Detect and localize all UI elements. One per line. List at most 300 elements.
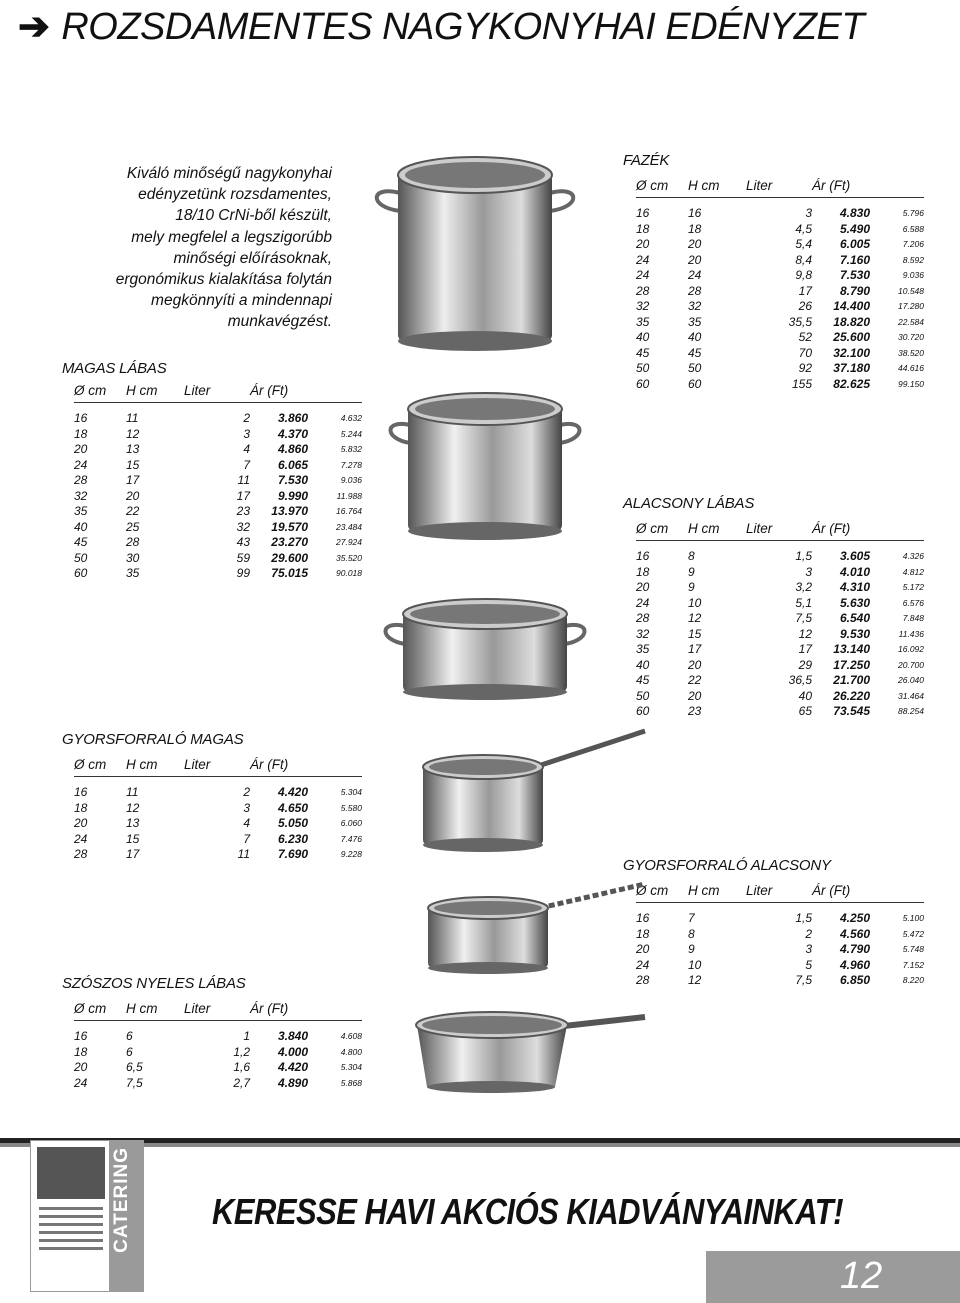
- cell-height: 6: [126, 1044, 133, 1059]
- cell-height: 20: [688, 657, 702, 672]
- column-header-price: Ár (Ft): [250, 998, 308, 1021]
- table-row: [636, 958, 924, 974]
- cell-liter: 5,4: [795, 237, 812, 251]
- cell-diameter: 40: [636, 330, 650, 344]
- cell-height: 17: [126, 473, 140, 487]
- column-header-diameter: Ø cm: [636, 518, 688, 541]
- table-row: [636, 927, 924, 943]
- table-row: [74, 458, 362, 474]
- table-row: [636, 284, 924, 300]
- column-header-liter: Liter: [746, 518, 812, 541]
- cell-liter: 4: [243, 442, 250, 456]
- intro-line: edényzetünk rozsdamentes,: [138, 186, 332, 204]
- column-header-height: H cm: [688, 880, 746, 903]
- cell-diameter: 16: [636, 549, 650, 563]
- cell-diameter: 28: [74, 473, 88, 487]
- cell-liter: 23: [236, 504, 250, 518]
- cell-price-gross: 7.476: [340, 833, 362, 844]
- cell-liter: 29: [798, 657, 812, 672]
- table-row: [636, 299, 924, 315]
- cell-liter: 1: [243, 1029, 250, 1043]
- cell-liter: 11: [237, 847, 250, 861]
- cell-diameter: 24: [636, 252, 650, 267]
- page-number: 12: [840, 1255, 883, 1297]
- cell-liter: 40: [798, 688, 812, 703]
- cell-height: 17: [126, 847, 140, 861]
- table-row: [636, 596, 924, 612]
- cell-height: 32: [688, 299, 702, 313]
- price-table-gyors-alacsony: [636, 880, 924, 989]
- cell-price-gross: 5.172: [902, 582, 924, 592]
- intro-line: minőségi előírásoknak,: [173, 249, 332, 267]
- cell-price-gross: 9.036: [340, 475, 362, 485]
- cell-diameter: 16: [636, 911, 650, 925]
- column-header-liter: Liter: [746, 175, 812, 198]
- cell-diameter: 45: [74, 535, 88, 549]
- cell-price-gross: 7.152: [902, 959, 924, 970]
- cell-price: 6.230: [277, 831, 308, 846]
- intro-text: [60, 163, 332, 333]
- cell-liter: 12: [798, 626, 812, 641]
- cell-height: 13: [126, 816, 140, 830]
- cell-price-gross: 8.220: [902, 975, 924, 985]
- cell-price-gross: 4.326: [902, 551, 924, 561]
- cell-price: 9.990: [277, 488, 308, 503]
- cell-liter: 65: [798, 704, 812, 718]
- catalog-thumbnail: [30, 1140, 144, 1292]
- cell-price-gross: 6.576: [902, 597, 924, 608]
- cell-liter: 32: [236, 519, 250, 534]
- cell-price: 18.820: [833, 314, 870, 329]
- cell-liter: 3,2: [795, 580, 812, 594]
- cell-height: 11: [126, 785, 139, 799]
- cell-height: 8: [688, 926, 695, 941]
- cell-diameter: 20: [74, 1060, 88, 1074]
- cell-price-gross: 5.472: [902, 928, 924, 939]
- cell-price-gross: 17.280: [898, 301, 924, 311]
- column-header-price: Ár (Ft): [250, 380, 308, 403]
- cell-price-gross: 5.100: [902, 913, 924, 923]
- cell-price: 17.250: [833, 657, 870, 672]
- cell-diameter: 24: [636, 957, 650, 972]
- price-table-magas: [74, 380, 362, 582]
- cell-price: 14.400: [833, 299, 870, 313]
- intro-line: munkavégzést.: [227, 313, 332, 331]
- table-row: [74, 1045, 362, 1061]
- table-row: [74, 832, 362, 848]
- cell-diameter: 16: [74, 785, 88, 799]
- cell-diameter: 28: [636, 611, 650, 625]
- cell-height: 13: [126, 442, 140, 456]
- price-table-fazek: [636, 175, 924, 392]
- cell-liter: 4: [243, 816, 250, 830]
- cell-liter: 1,5: [795, 911, 812, 925]
- section-title-magas: MAGAS LÁBAS: [62, 360, 167, 377]
- cell-price: 4.560: [839, 926, 870, 941]
- page-number-bar: [706, 1251, 960, 1303]
- column-header-spacer: [308, 998, 362, 1021]
- cell-liter: 52: [798, 330, 812, 344]
- intro-line: Kiváló minőségű nagykonyhai: [126, 165, 332, 182]
- intro-line: mely megfelel a legszigorúbb: [131, 228, 332, 246]
- cell-price-gross: 44.616: [898, 363, 924, 373]
- column-header-height: H cm: [688, 518, 746, 541]
- cell-diameter: 18: [74, 426, 88, 441]
- cell-price: 4.420: [277, 785, 308, 799]
- cell-height: 7,5: [126, 1075, 143, 1090]
- cell-liter: 17: [236, 488, 250, 503]
- catalog-brand: CATERING: [111, 1147, 132, 1253]
- section-title-gyors-alacsony: GYORSFORRALÓ ALACSONY: [623, 857, 831, 874]
- footer-divider-shadow: [0, 1143, 960, 1147]
- table-row: [636, 704, 924, 720]
- cell-price-gross: 5.244: [340, 428, 362, 439]
- column-header-liter: Liter: [184, 754, 250, 777]
- cell-height: 9: [688, 942, 695, 956]
- cell-price: 13.970: [271, 504, 308, 518]
- saucepan-low-image: [400, 878, 650, 978]
- cell-liter: 59: [236, 550, 250, 565]
- cell-height: 20: [688, 252, 702, 267]
- column-header-price: Ár (Ft): [812, 175, 870, 198]
- price-table-gyors-magas: [74, 754, 362, 863]
- cell-price-gross: 31.464: [898, 690, 924, 701]
- cell-liter: 7: [243, 831, 250, 846]
- table-row: [74, 847, 362, 863]
- cell-price-gross: 4.800: [340, 1046, 362, 1057]
- cell-price: 26.220: [833, 688, 870, 703]
- table-row: [636, 580, 924, 596]
- cell-diameter: 16: [636, 206, 650, 220]
- page-title-text: ROZSDAMENTES NAGYKONYHAI EDÉNYZET: [61, 6, 865, 48]
- cell-height: 11: [126, 411, 139, 425]
- cell-height: 20: [688, 688, 702, 703]
- cell-price-gross: 27.924: [336, 537, 362, 547]
- cell-price: 32.100: [833, 345, 870, 360]
- cell-price-gross: 11.988: [336, 490, 362, 501]
- table-row: [636, 222, 924, 238]
- cell-price-gross: 9.228: [340, 849, 362, 859]
- column-header-spacer: [870, 518, 924, 541]
- cell-diameter: 32: [636, 626, 650, 641]
- cell-liter: 36,5: [788, 673, 812, 687]
- table-row: [74, 473, 362, 489]
- cell-liter: 7,5: [795, 611, 812, 625]
- cell-diameter: 18: [636, 221, 650, 236]
- cell-price: 4.890: [277, 1075, 308, 1090]
- cell-price-gross: 11.436: [898, 628, 924, 639]
- cell-height: 23: [688, 704, 702, 718]
- intro-line: 18/10 CrNi-ből készült,: [175, 207, 332, 225]
- column-header-height: H cm: [126, 998, 184, 1021]
- cell-liter: 17: [798, 642, 812, 656]
- cell-diameter: 35: [636, 314, 650, 329]
- table-row: [74, 801, 362, 817]
- cell-price: 4.000: [277, 1044, 308, 1059]
- cell-height: 12: [688, 973, 702, 987]
- cell-liter: 3: [805, 206, 812, 220]
- table-row: [636, 973, 924, 989]
- cell-price-gross: 6.060: [340, 818, 362, 828]
- table-row: [74, 785, 362, 801]
- cell-diameter: 24: [636, 268, 650, 282]
- cell-price: 4.830: [839, 206, 870, 220]
- table-row: [74, 1060, 362, 1076]
- cell-height: 35: [126, 566, 140, 580]
- cell-price-gross: 90.018: [336, 568, 362, 578]
- cell-price: 4.250: [839, 911, 870, 925]
- column-header-spacer: [308, 380, 362, 403]
- cell-price: 37.180: [833, 361, 870, 375]
- cell-price-gross: 8.592: [902, 254, 924, 265]
- cell-diameter: 50: [636, 361, 650, 375]
- cell-height: 9: [688, 564, 695, 579]
- cell-price-gross: 4.608: [340, 1031, 362, 1041]
- cell-price-gross: 5.748: [902, 944, 924, 954]
- cell-diameter: 20: [636, 942, 650, 956]
- cell-height: 18: [688, 221, 702, 236]
- cell-price: 3.860: [277, 411, 308, 425]
- cell-height: 60: [688, 376, 702, 391]
- cell-price: 4.650: [277, 800, 308, 815]
- cell-liter: 3: [243, 426, 250, 441]
- cell-price: 7.160: [839, 252, 870, 267]
- cell-liter: 7,5: [795, 973, 812, 987]
- column-header-liter: Liter: [184, 998, 250, 1021]
- cell-liter: 2,7: [233, 1075, 250, 1090]
- cell-diameter: 20: [74, 442, 88, 456]
- cell-price: 73.545: [833, 704, 870, 718]
- cell-diameter: 16: [74, 1029, 88, 1043]
- cell-price-gross: 7.206: [902, 239, 924, 249]
- cell-diameter: 18: [74, 800, 88, 815]
- cell-diameter: 32: [636, 299, 650, 313]
- cell-diameter: 18: [74, 1044, 88, 1059]
- table-row: [636, 361, 924, 377]
- cell-height: 15: [126, 457, 140, 472]
- cell-price: 4.790: [839, 942, 870, 956]
- cell-diameter: 50: [74, 550, 88, 565]
- intro-line: megkönnyíti a mindennapi: [151, 292, 332, 310]
- cell-price-gross: 5.304: [340, 1062, 362, 1072]
- cell-liter: 43: [236, 535, 250, 549]
- cell-diameter: 60: [74, 566, 88, 580]
- column-header-spacer: [308, 754, 362, 777]
- catalog-text-lines: [39, 1207, 103, 1255]
- cell-price-gross: 16.092: [898, 644, 924, 654]
- cell-height: 17: [688, 642, 702, 656]
- cell-height: 9: [688, 580, 695, 594]
- table-row: [636, 377, 924, 393]
- cell-price-gross: 4.812: [902, 566, 924, 577]
- table-row: [636, 565, 924, 581]
- cell-price: 5.630: [839, 595, 870, 610]
- cell-liter: 11: [237, 473, 250, 487]
- cell-liter: 3: [805, 564, 812, 579]
- table-row: [74, 427, 362, 443]
- arrow-right-icon: ➔: [18, 6, 50, 48]
- cell-price: 4.860: [277, 442, 308, 456]
- table-row: [636, 315, 924, 331]
- casserole-pot-image: [380, 385, 590, 545]
- cell-price-gross: 10.548: [898, 285, 924, 296]
- cell-price: 29.600: [271, 550, 308, 565]
- cell-height: 16: [688, 206, 702, 220]
- cell-height: 22: [688, 673, 702, 687]
- cell-liter: 1,6: [233, 1060, 250, 1074]
- cell-price: 8.790: [839, 283, 870, 298]
- price-table-alacsony: [636, 518, 924, 720]
- cell-height: 24: [688, 268, 702, 282]
- cell-height: 8: [688, 549, 695, 563]
- cell-diameter: 40: [636, 657, 650, 672]
- cell-diameter: 20: [636, 580, 650, 594]
- column-header-liter: Liter: [184, 380, 250, 403]
- catalog-band: [109, 1141, 143, 1291]
- cell-price: 5.490: [839, 221, 870, 236]
- table-row: [636, 206, 924, 222]
- cell-diameter: 60: [636, 704, 650, 718]
- column-header-diameter: Ø cm: [636, 175, 688, 198]
- table-row: [636, 673, 924, 689]
- cell-liter: 17: [798, 283, 812, 298]
- cell-price: 4.010: [839, 564, 870, 579]
- cell-price: 82.625: [833, 376, 870, 391]
- cell-liter: 3: [805, 942, 812, 956]
- cell-height: 12: [126, 426, 140, 441]
- cell-price-gross: 20.700: [898, 659, 924, 670]
- cell-liter: 1,2: [233, 1044, 250, 1059]
- cell-height: 35: [688, 314, 702, 329]
- cell-price: 3.605: [839, 549, 870, 563]
- table-row: [74, 816, 362, 832]
- cell-liter: 7: [243, 457, 250, 472]
- cell-liter: 35,5: [788, 314, 812, 329]
- cell-height: 12: [126, 800, 140, 815]
- cell-price-gross: 7.278: [340, 459, 362, 470]
- table-row: [74, 520, 362, 536]
- cell-price-gross: 5.580: [340, 802, 362, 813]
- cell-height: 7: [688, 911, 695, 925]
- promo-slogan: KERESSE HAVI AKCIÓS KIADVÁNYAINKAT!: [212, 1191, 843, 1232]
- cell-price-gross: 4.632: [340, 413, 362, 423]
- cell-liter: 8,4: [795, 252, 812, 267]
- price-table-szoszos: [74, 998, 362, 1091]
- section-title-alacsony: ALACSONY LÁBAS: [623, 495, 755, 512]
- cell-price: 7.690: [277, 847, 308, 861]
- table-row: [74, 442, 362, 458]
- cell-price: 7.530: [277, 473, 308, 487]
- cell-price-gross: 38.520: [898, 347, 924, 358]
- table-row: [74, 535, 362, 551]
- table-row: [636, 237, 924, 253]
- cell-price: 4.310: [839, 580, 870, 594]
- cell-price: 4.960: [839, 957, 870, 972]
- saucepan-high-image: [395, 725, 650, 855]
- column-header-height: H cm: [688, 175, 746, 198]
- cell-height: 15: [688, 626, 702, 641]
- column-header-spacer: [870, 175, 924, 198]
- cell-diameter: 45: [636, 345, 650, 360]
- cell-height: 50: [688, 361, 702, 375]
- cell-diameter: 24: [74, 831, 88, 846]
- cell-price: 21.700: [833, 673, 870, 687]
- cell-diameter: 18: [636, 926, 650, 941]
- cell-liter: 1,5: [795, 549, 812, 563]
- cell-height: 10: [688, 957, 702, 972]
- column-header-price: Ár (Ft): [812, 880, 870, 903]
- cell-liter: 2: [243, 411, 250, 425]
- cell-height: 12: [688, 611, 702, 625]
- column-header-price: Ár (Ft): [812, 518, 870, 541]
- table-row: [74, 504, 362, 520]
- cell-price-gross: 6.588: [902, 223, 924, 234]
- cell-height: 6: [126, 1029, 133, 1043]
- cell-diameter: 60: [636, 376, 650, 391]
- cell-diameter: 20: [636, 237, 650, 251]
- cell-price: 6.065: [277, 457, 308, 472]
- table-row: [636, 689, 924, 705]
- cell-price-gross: 5.796: [902, 208, 924, 218]
- cell-price: 6.005: [839, 237, 870, 251]
- cell-price-gross: 26.040: [898, 675, 924, 685]
- column-header-height: H cm: [126, 754, 184, 777]
- column-header-diameter: Ø cm: [74, 754, 126, 777]
- cell-diameter: 45: [636, 673, 650, 687]
- table-row: [636, 268, 924, 284]
- table-row: [74, 1076, 362, 1092]
- cell-liter: 2: [805, 926, 812, 941]
- cell-liter: 26: [798, 299, 812, 313]
- table-row: [636, 658, 924, 674]
- table-row: [74, 489, 362, 505]
- cell-liter: 2: [243, 785, 250, 799]
- cell-height: 20: [126, 488, 140, 503]
- cell-price: 6.850: [839, 973, 870, 987]
- cell-liter: 5: [805, 957, 812, 972]
- column-header-spacer: [870, 880, 924, 903]
- stockpot-image: [360, 145, 590, 355]
- cell-price: 6.540: [839, 611, 870, 625]
- table-row: [636, 346, 924, 362]
- cell-height: 28: [688, 283, 702, 298]
- section-title-fazek: FAZÉK: [623, 152, 670, 169]
- cell-diameter: 28: [636, 973, 650, 987]
- cell-diameter: 24: [74, 1075, 88, 1090]
- cell-price: 4.420: [277, 1060, 308, 1074]
- table-row: [636, 253, 924, 269]
- page-title: [18, 4, 864, 49]
- table-row: [636, 627, 924, 643]
- cell-price: 75.015: [271, 566, 308, 580]
- table-row: [636, 642, 924, 658]
- low-pot-image: [375, 590, 595, 710]
- cell-height: 22: [126, 504, 140, 518]
- cell-price-gross: 88.254: [898, 706, 924, 716]
- cell-height: 10: [688, 595, 702, 610]
- cell-price-gross: 7.848: [902, 613, 924, 623]
- cell-price: 5.050: [277, 816, 308, 830]
- cell-liter: 4,5: [795, 221, 812, 236]
- cell-price-gross: 23.484: [336, 521, 362, 532]
- cell-diameter: 28: [636, 283, 650, 298]
- cell-price-gross: 30.720: [898, 332, 924, 342]
- table-row: [74, 551, 362, 567]
- column-header-liter: Liter: [746, 880, 812, 903]
- cell-diameter: 24: [74, 457, 88, 472]
- cell-price-gross: 9.036: [902, 270, 924, 280]
- cell-diameter: 40: [74, 519, 88, 534]
